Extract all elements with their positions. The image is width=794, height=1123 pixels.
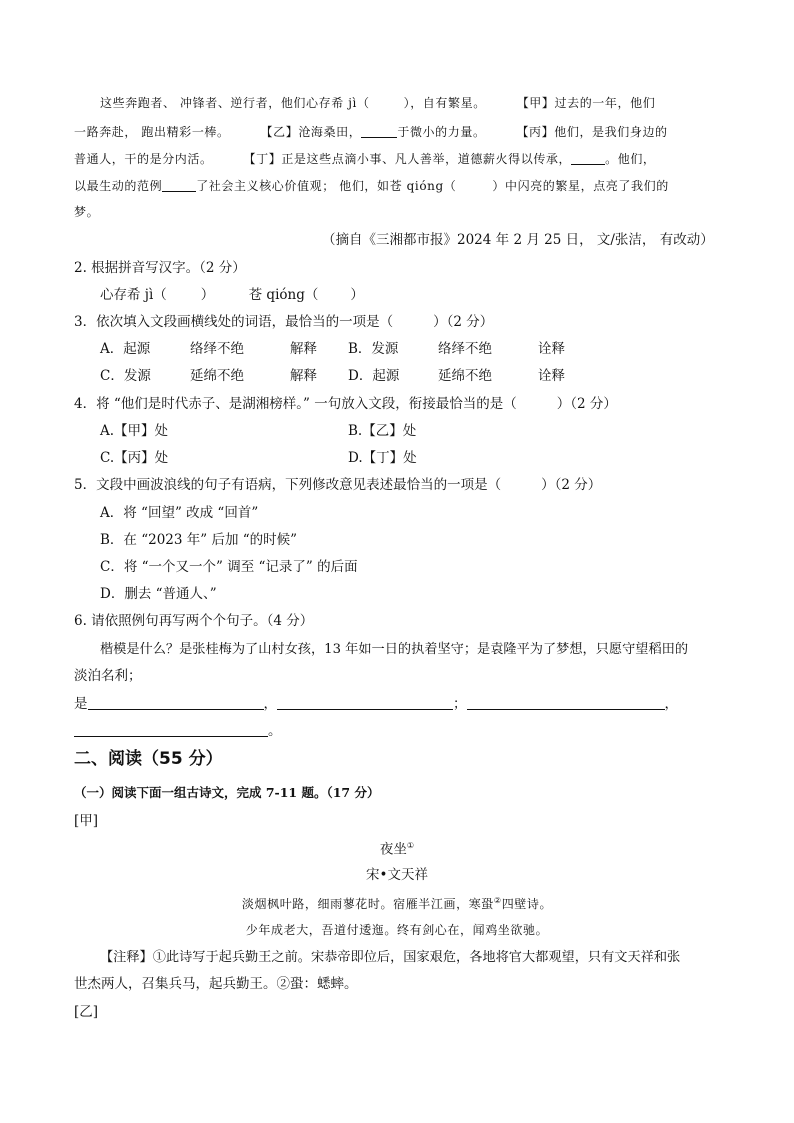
passage-text: 【丙】他们，是我们身边的 xyxy=(516,125,668,139)
q6-title: 6. 请依照例句再写两个个句子。（4 分） xyxy=(74,613,314,629)
footnote-marker: ② xyxy=(493,896,502,905)
fill-blank-line[interactable] xyxy=(162,179,196,192)
q4-option-a[interactable]: A.【甲】处 xyxy=(100,423,169,439)
q6-example-line-2: 淡泊名利； xyxy=(74,668,142,684)
q6-answer-start: 是 xyxy=(74,696,88,712)
q3-row2-col4[interactable]: D．起源 xyxy=(348,368,400,384)
fill-blank-line[interactable] xyxy=(571,152,605,165)
text-label-yi: [乙] xyxy=(74,1004,99,1020)
q2-title: 2. 根据拼音写汉字。（2 分） xyxy=(74,260,246,276)
q5-option-c[interactable]: C．将 “一个又一个” 调至 “记录了” 的后面 xyxy=(100,559,358,575)
q3-row2-col5: 延绵不绝 xyxy=(438,368,492,384)
poem-title-text: 夜坐 xyxy=(379,841,407,858)
passage-text: ），自有繁星。 xyxy=(403,96,486,110)
q6-answer-blank-2[interactable] xyxy=(277,697,453,710)
passage-text: 普通人，干的是分内活。 xyxy=(74,152,213,166)
q5-option-d[interactable]: D．删去 “普通人、” xyxy=(100,586,217,602)
passage-line-3 xyxy=(74,152,656,165)
q6-answer-blank-1[interactable] xyxy=(88,697,264,710)
q2-item-b: 苍 qióng（ xyxy=(248,287,319,303)
passage-text: 以最生动的范例 xyxy=(74,179,163,193)
footnote-marker: ① xyxy=(406,841,415,850)
answer-blank[interactable] xyxy=(393,316,433,328)
blank-space xyxy=(456,180,492,192)
passage-line-4 xyxy=(74,179,669,192)
q3-row1-col3: 解释 xyxy=(290,341,317,357)
q3-title-text: 3．依次填入文段画横线处的词语，最恰当的一项是（ xyxy=(74,314,394,330)
passage-text: 一路奔赴， 跑出精彩一棒。 xyxy=(74,125,230,139)
q6-answer-line-1 xyxy=(74,697,678,712)
q6-answer-line-2 xyxy=(74,724,282,739)
note-line-2: 世杰两人，召集兵马，起兵勤王。②蛩：蟋蟀。 xyxy=(74,976,358,992)
q6-answer-blank-4[interactable] xyxy=(74,724,268,737)
q4-title xyxy=(74,398,617,412)
q6-punct: ， xyxy=(263,696,277,712)
q5-title-text: 5．文段中画波浪线的句子有语病，下列修改意见表述最恰当的一项是（ xyxy=(74,477,502,493)
q3-title xyxy=(74,316,493,330)
passage-line-5: 梦。 xyxy=(74,205,100,219)
poem-title xyxy=(0,842,794,857)
q3-row2-col3: 解释 xyxy=(290,368,317,384)
q6-punct: ； xyxy=(453,696,467,712)
q3-row1-col1[interactable]: A．起源 xyxy=(100,341,151,357)
poem-author: 宋•文天祥 xyxy=(366,867,428,883)
passage-text: ）中闪亮的繁星，点亮了我们的 xyxy=(492,179,669,193)
part-heading: （一）阅读下面一组古诗文，完成 7-11 题。（17 分） xyxy=(74,785,380,800)
passage-text: 【乙】沧海桑田， xyxy=(260,125,362,139)
passage-text: 。他们， xyxy=(605,152,656,166)
q5-title-end: ）（2 分） xyxy=(541,477,602,493)
poem-text: 淡烟枫叶路，细雨蓼花时。宿雁半江画，寒蛩 xyxy=(241,897,494,911)
passage-source: （摘自《三湘都市报》2024 年 2 月 25 日， 文/张洁， 有改动） xyxy=(322,232,714,248)
passage-text: 【丁】正是这些点滴小事、凡人善举，道德薪火得以传承， xyxy=(243,152,572,166)
q3-row2-col2: 延绵不绝 xyxy=(190,368,244,384)
poem-text: 四壁诗。 xyxy=(501,897,553,911)
q3-row1-col2: 络绎不绝 xyxy=(190,341,244,357)
q3-title-end: ）（2 分） xyxy=(433,314,494,330)
section-heading: 二、阅读（55 分） xyxy=(74,749,223,769)
passage-text: 于微小的力量。 xyxy=(397,125,486,139)
q6-punct: ， xyxy=(664,696,678,712)
q3-row1-col6: 诠释 xyxy=(538,341,565,357)
passage-line-1 xyxy=(100,97,655,109)
answer-blank[interactable] xyxy=(501,479,541,491)
passage-text: 了社会主义核心价值观； 他们，如苍 qióng（ xyxy=(196,179,457,193)
q3-row2-col6: 诠释 xyxy=(538,368,565,384)
text-label-jia: [甲] xyxy=(74,813,99,829)
poem-line-1 xyxy=(0,897,794,910)
passage-line-2 xyxy=(74,125,668,138)
q4-title-end: ）（2 分） xyxy=(556,396,617,412)
q3-row1-col5: 络绎不绝 xyxy=(438,341,492,357)
q2-item-b-end: ） xyxy=(350,287,364,303)
fill-blank-line[interactable] xyxy=(361,125,397,138)
q4-title-text: 4．将 “他们是时代赤子、是湖湘榜样。” 一句放入文段，衔接最恰当的是（ xyxy=(74,396,517,412)
q3-row2-col1[interactable]: C．发源 xyxy=(100,368,151,384)
passage-text: 【甲】过去的一年，他们 xyxy=(516,96,656,110)
answer-blank[interactable] xyxy=(318,289,350,301)
poem-line-2: 少年成老大，吾道付逶迤。终有剑心在，闻鸡坐欲驰。 xyxy=(245,923,549,937)
q2-item-a-end: ） xyxy=(200,287,215,303)
note-line-1: 【注释】①此诗写于起兵勤王之前。宋恭帝即位后，国家艰危，各地将官大都观望，只有文天祥和张 xyxy=(100,950,681,965)
q2-item-a: 心存希 jì（ xyxy=(100,287,167,303)
q4-option-c[interactable]: C.【丙】处 xyxy=(100,450,169,466)
q3-row1-col4[interactable]: B．发源 xyxy=(348,341,399,357)
answer-blank[interactable] xyxy=(517,398,557,410)
q5-option-b[interactable]: B．在 “2023 年” 后加 “的时候” xyxy=(100,532,298,548)
answer-blank[interactable] xyxy=(167,289,201,301)
q6-answer-blank-3[interactable] xyxy=(467,697,665,710)
q6-example-line-1: 楷模是什么？是张桂梅为了山村女孩，13 年如一日的执着坚守；是袁隆平为了梦想，只愿守望稻田的 xyxy=(100,642,689,657)
q4-option-b[interactable]: B.【乙】处 xyxy=(348,423,417,439)
q5-title xyxy=(74,479,601,493)
q4-option-d[interactable]: D.【丁】处 xyxy=(348,450,417,466)
blank-space xyxy=(370,97,404,109)
q5-option-a[interactable]: A．将 “回望” 改成 “回首” xyxy=(100,505,259,521)
passage-text: 这些奔跑者、 冲锋者、逆行者，他们心存希 jì（ xyxy=(100,96,370,110)
q2-items xyxy=(100,289,364,303)
q6-punct: 。 xyxy=(268,723,282,739)
